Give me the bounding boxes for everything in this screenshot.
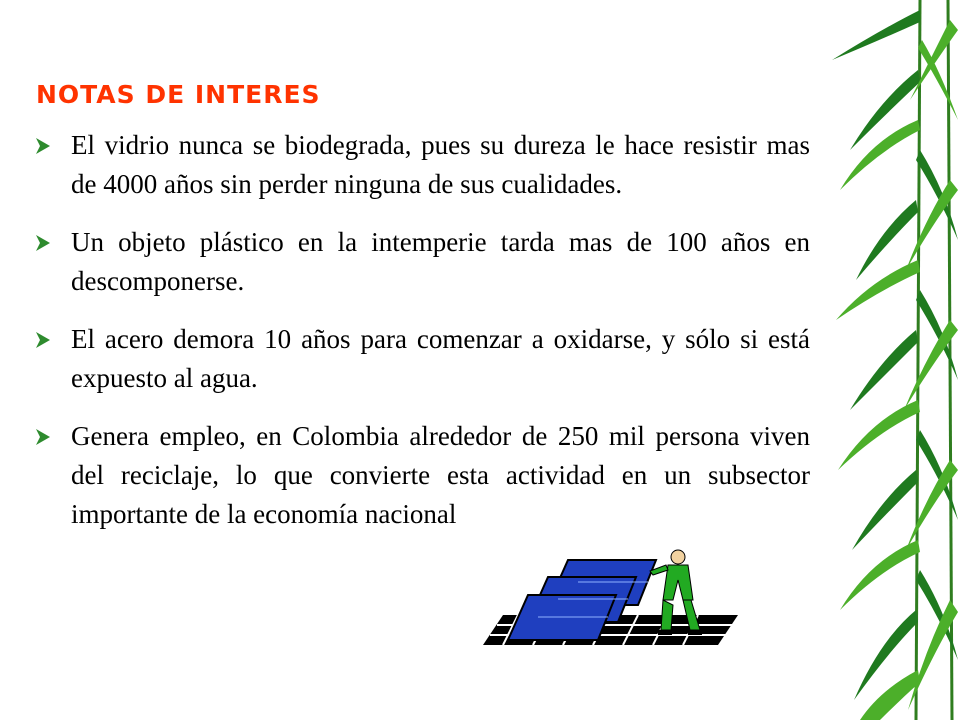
bullet-text: Genera empleo, en Colombia alrededor de 250 mil persona viven del reciclaje, lo que convierte esta actividad en un subsector importante de la economía nacional xyxy=(71,421,810,529)
bullet-list xyxy=(36,126,810,553)
bullet-text: El vidrio nunca se biodegrada, pues su dureza le hace resistir mas de 4000 años sin perder ninguna de sus cualidades. xyxy=(71,130,810,199)
bullet-item xyxy=(36,320,810,398)
slide-title: NOTAS DE INTERES xyxy=(36,80,321,109)
arrow-bullet-icon xyxy=(36,138,50,154)
arrow-bullet-icon xyxy=(36,332,50,348)
bamboo-leaves-image xyxy=(820,0,960,720)
arrow-bullet-icon xyxy=(36,429,50,445)
bullet-text: El acero demora 10 años para comenzar a oxidarse, y sólo si está expuesto al agua. xyxy=(71,324,810,393)
bullet-item xyxy=(36,417,810,534)
arrow-bullet-icon xyxy=(36,235,50,251)
bullet-item xyxy=(36,126,810,204)
bullet-item xyxy=(36,223,810,301)
bullet-text: Un objeto plástico en la intemperie tarda mas de 100 años en descomponerse. xyxy=(71,227,810,296)
worker-with-solar-panels-icon xyxy=(478,545,743,650)
